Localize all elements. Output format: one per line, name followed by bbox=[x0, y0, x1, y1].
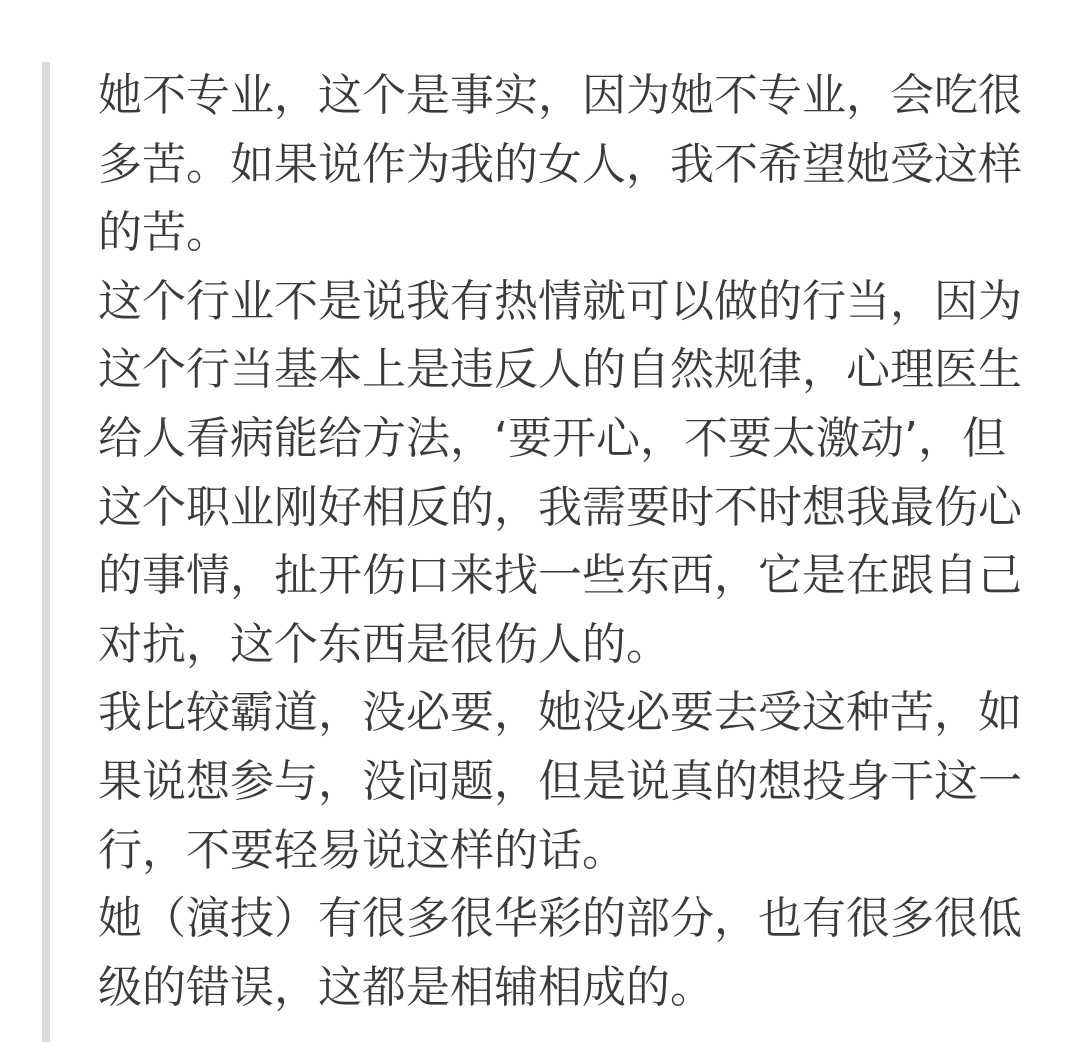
paragraph-4: 她（演技）有很多很华彩的部分，也有很多很低 级的错误，这都是相辅相成的。 bbox=[98, 893, 1022, 1013]
quote-text bbox=[98, 62, 1028, 1022]
paragraph-2: 这个行业不是说我有热情就可以做的行当，因为 这个行当基本上是违反人的自然规律，心理医生 给人看病能给方法，‘要开心，不要太激动’，但 这个职业刚好相反的，我需要时不时想我最伤心 的事情，扯开伤口来找一些东西，它是在跟自己 对抗，这个东西是很伤人的。 bbox=[98, 275, 1022, 670]
paragraph-1: 她不专业，这个是事实，因为她不专业，会吃很 多苦。如果说作为我的女人，我不希望她受这样 的苦。 bbox=[98, 70, 1022, 259]
blockquote bbox=[42, 62, 1042, 1042]
paragraph-3: 我比较霸道，没必要，她没必要去受这种苦，如 果说想参与，没问题，但是说真的想投身干这一 行，不要轻易说这样的话。 bbox=[98, 687, 1022, 876]
